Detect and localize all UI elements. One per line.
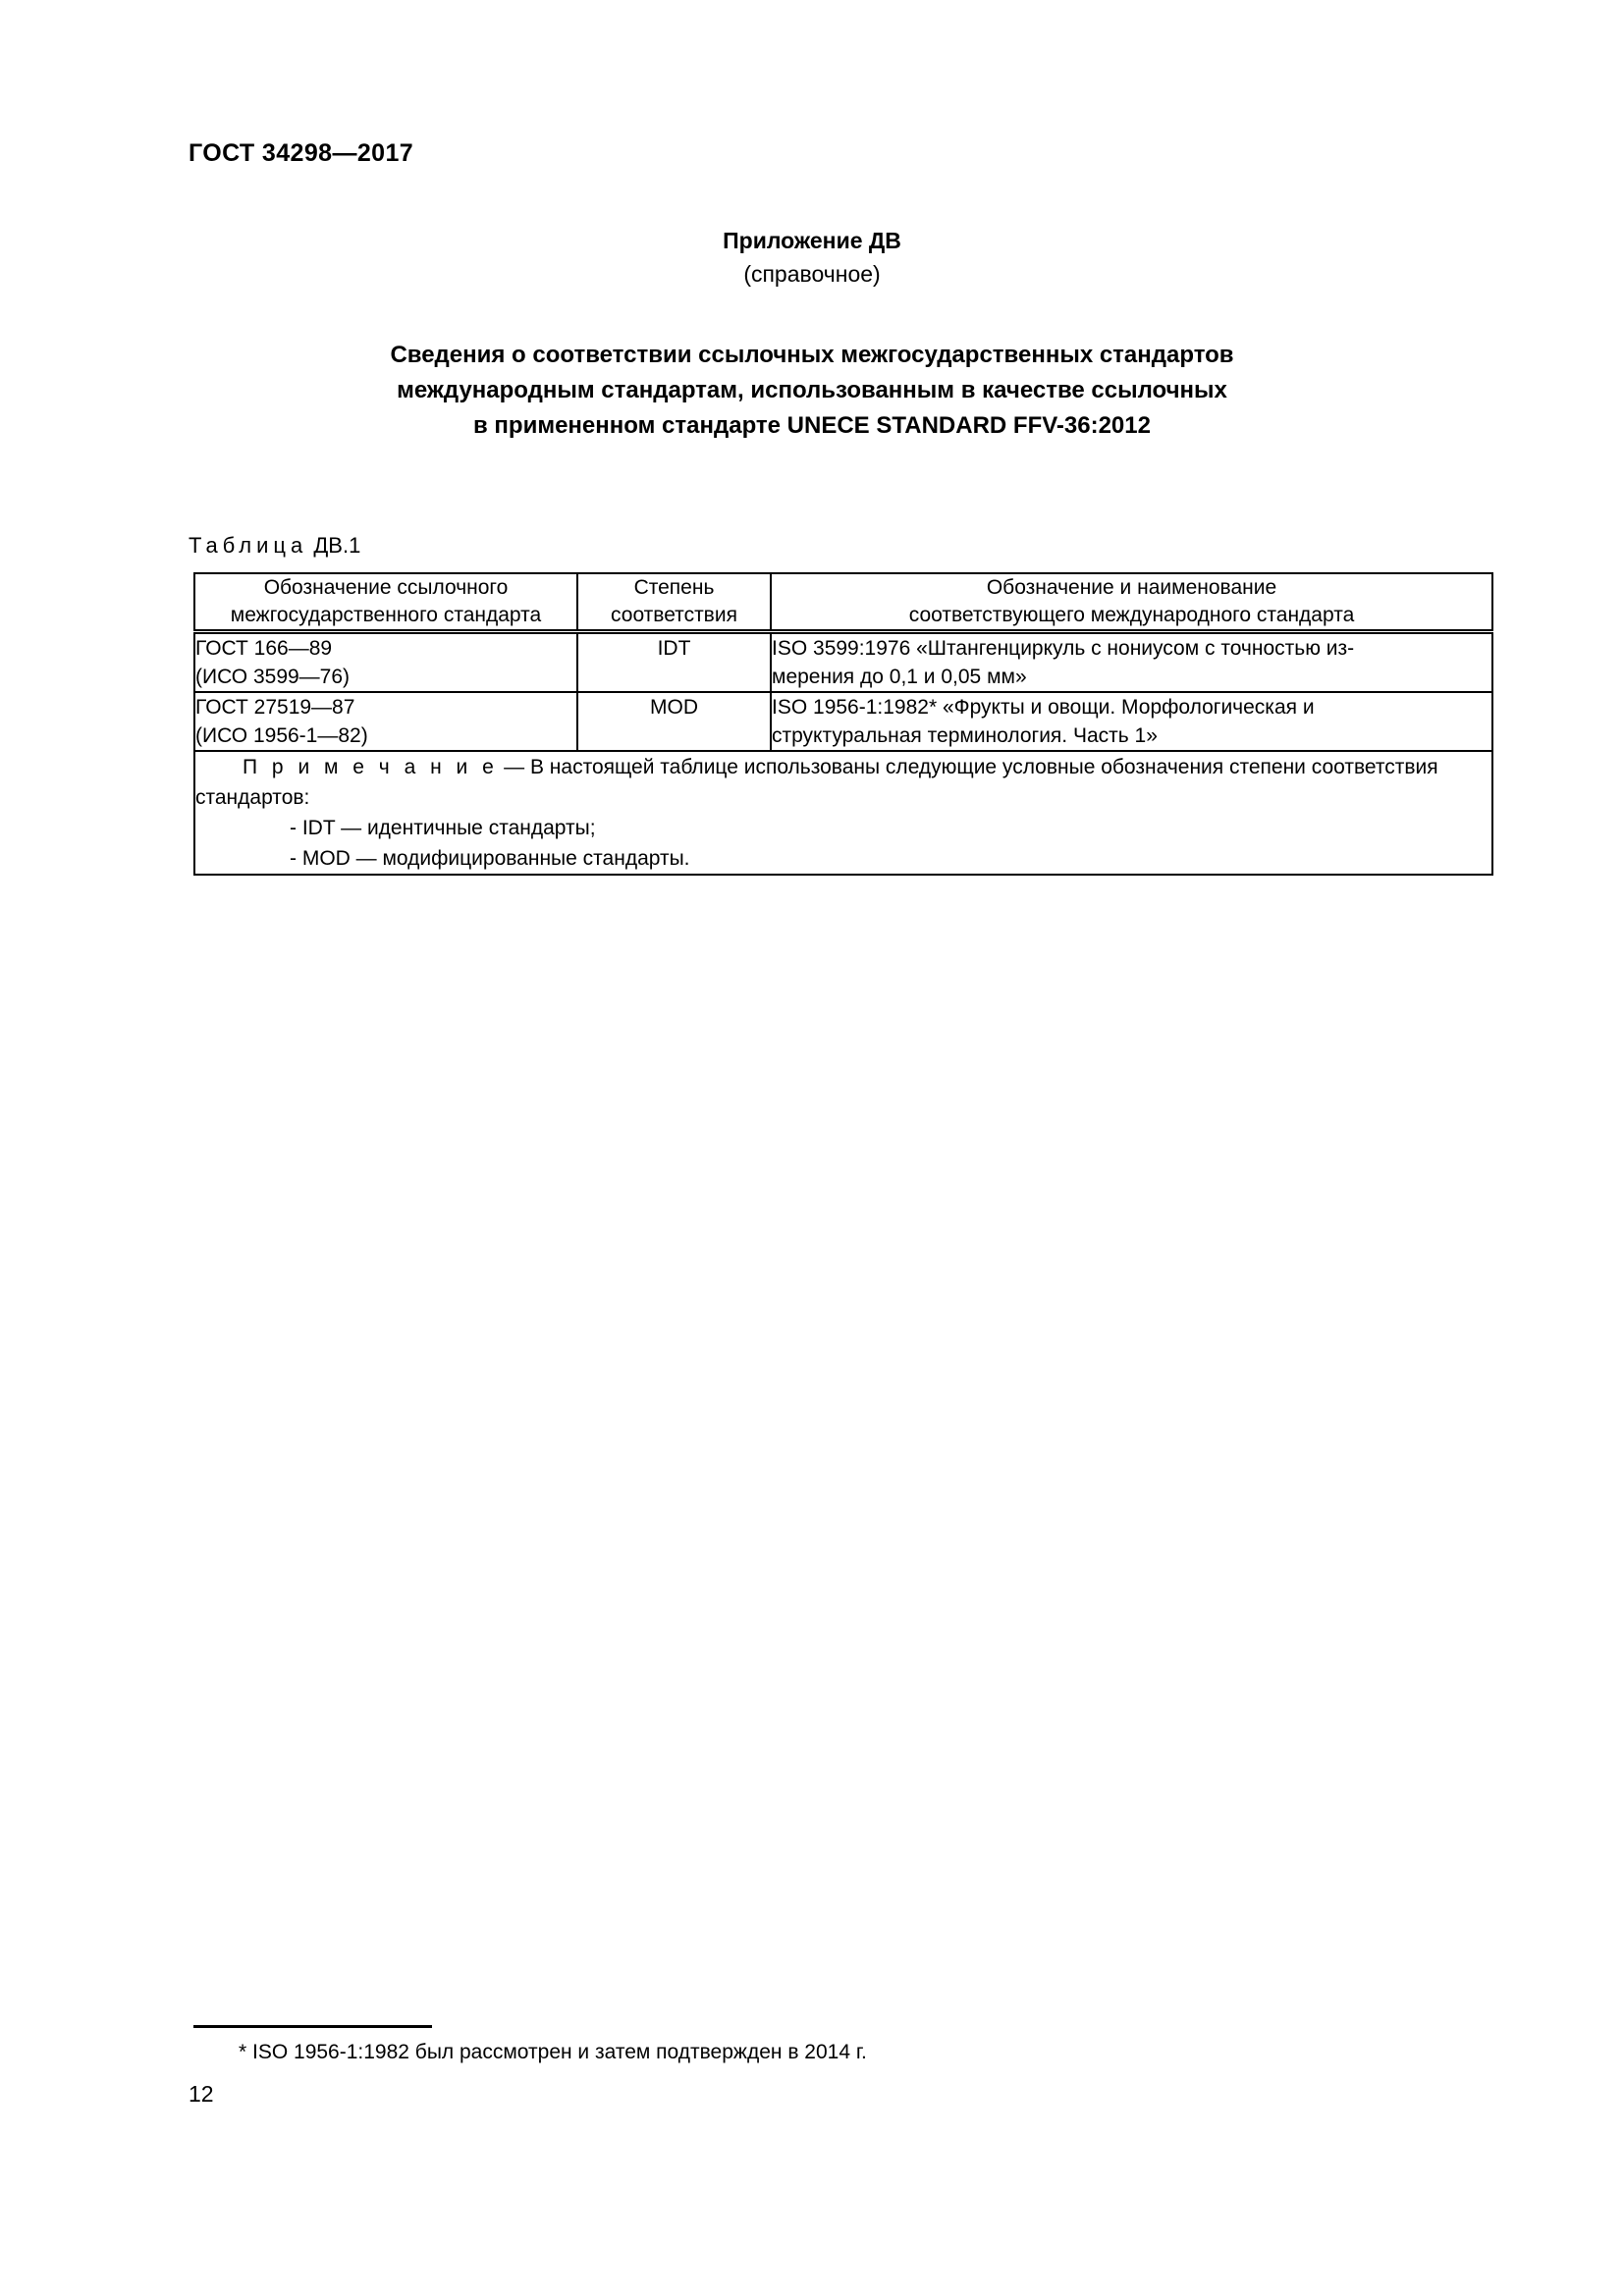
cell-ref-standard-line-1: ГОСТ 27519—87 — [195, 696, 355, 719]
cell-conformity — [577, 692, 771, 751]
cell-ref-standard — [194, 692, 577, 751]
cell-intl-standard-line-2: мерения до 0,1 и 0,05 мм» — [772, 666, 1027, 688]
table-header-row — [194, 573, 1492, 632]
cell-intl-standard — [771, 692, 1492, 751]
cell-intl-standard-line-1: ISO 3599:1976 «Штангенциркуль с нониусом с точностью из- — [772, 637, 1355, 660]
cell-intl-standard-line-2: структуральная терминология. Часть 1» — [772, 724, 1158, 747]
table-caption — [189, 533, 360, 559]
table-note — [194, 751, 1492, 875]
conformity-badge: IDT — [657, 637, 691, 660]
column-header-intl-standard-line-1: Обозначение и наименование — [986, 576, 1277, 599]
running-head: ГОСТ 34298—2017 — [189, 139, 414, 167]
column-header-intl-standard-line-2: соответствующего международного стандарта — [908, 604, 1355, 626]
table-note-row — [194, 751, 1492, 875]
column-header-conformity — [577, 573, 771, 632]
table-note-dash: — — [504, 756, 525, 778]
column-header-intl-standard — [771, 573, 1492, 632]
table-note-paragraph — [195, 752, 1491, 813]
annex-kind: (справочное) — [743, 261, 881, 287]
conformity-badge: MOD — [650, 696, 698, 719]
annex-title: Приложение ДВ — [723, 228, 901, 253]
page-title-line-1: Сведения о соответствии ссылочных межгосударственных стандартов — [390, 342, 1234, 368]
conformity-table — [193, 572, 1493, 876]
column-header-conformity-line-2: соответствия — [611, 604, 737, 626]
cell-intl-standard-line-1: ISO 1956-1:1982* «Фрукты и овощи. Морфологическая и — [772, 696, 1315, 719]
list-item: - MOD — модифицированные стандарты. — [290, 847, 690, 870]
table-note-text: В настоящей таблице использованы следующие условные обозначения степени соответствия стандартов: — [195, 756, 1438, 809]
column-header-ref-standard — [194, 573, 577, 632]
table-row — [194, 632, 1492, 693]
table-row — [194, 692, 1492, 751]
column-header-ref-standard-line-2: межгосударственного стандарта — [230, 604, 542, 626]
list-item: - IDT — идентичные стандарты; — [290, 817, 596, 839]
footnote-text: * ISO 1956-1:1982 был рассмотрен и затем подтвержден в 2014 г. — [239, 2041, 867, 2063]
cell-ref-standard-line-2: (ИСО 1956-1—82) — [195, 724, 368, 747]
cell-ref-standard-line-1: ГОСТ 166—89 — [195, 637, 333, 660]
table-caption-number: ДВ.1 — [313, 533, 361, 558]
page-title — [193, 338, 1431, 444]
column-header-conformity-line-1: Степень — [633, 576, 715, 599]
table-note-lead: П р и м е ч а н и е — [243, 756, 499, 778]
cell-ref-standard — [194, 632, 577, 693]
page-number: 12 — [189, 2081, 214, 2107]
annex-header — [0, 224, 1624, 291]
cell-intl-standard — [771, 632, 1492, 693]
footnote-separator — [193, 2025, 432, 2028]
column-header-ref-standard-line-1: Обозначение ссылочного — [263, 576, 509, 599]
page-title-line-3: в примененном стандарте UNECE STANDARD FFV-36:2012 — [473, 412, 1151, 439]
cell-conformity — [577, 632, 771, 693]
cell-ref-standard-line-2: (ИСО 3599—76) — [195, 666, 351, 688]
table-caption-label: Таблица — [189, 533, 308, 558]
page-title-line-2: международным стандартам, использованным в качестве ссылочных — [397, 377, 1227, 403]
table-note-list — [195, 813, 1491, 874]
